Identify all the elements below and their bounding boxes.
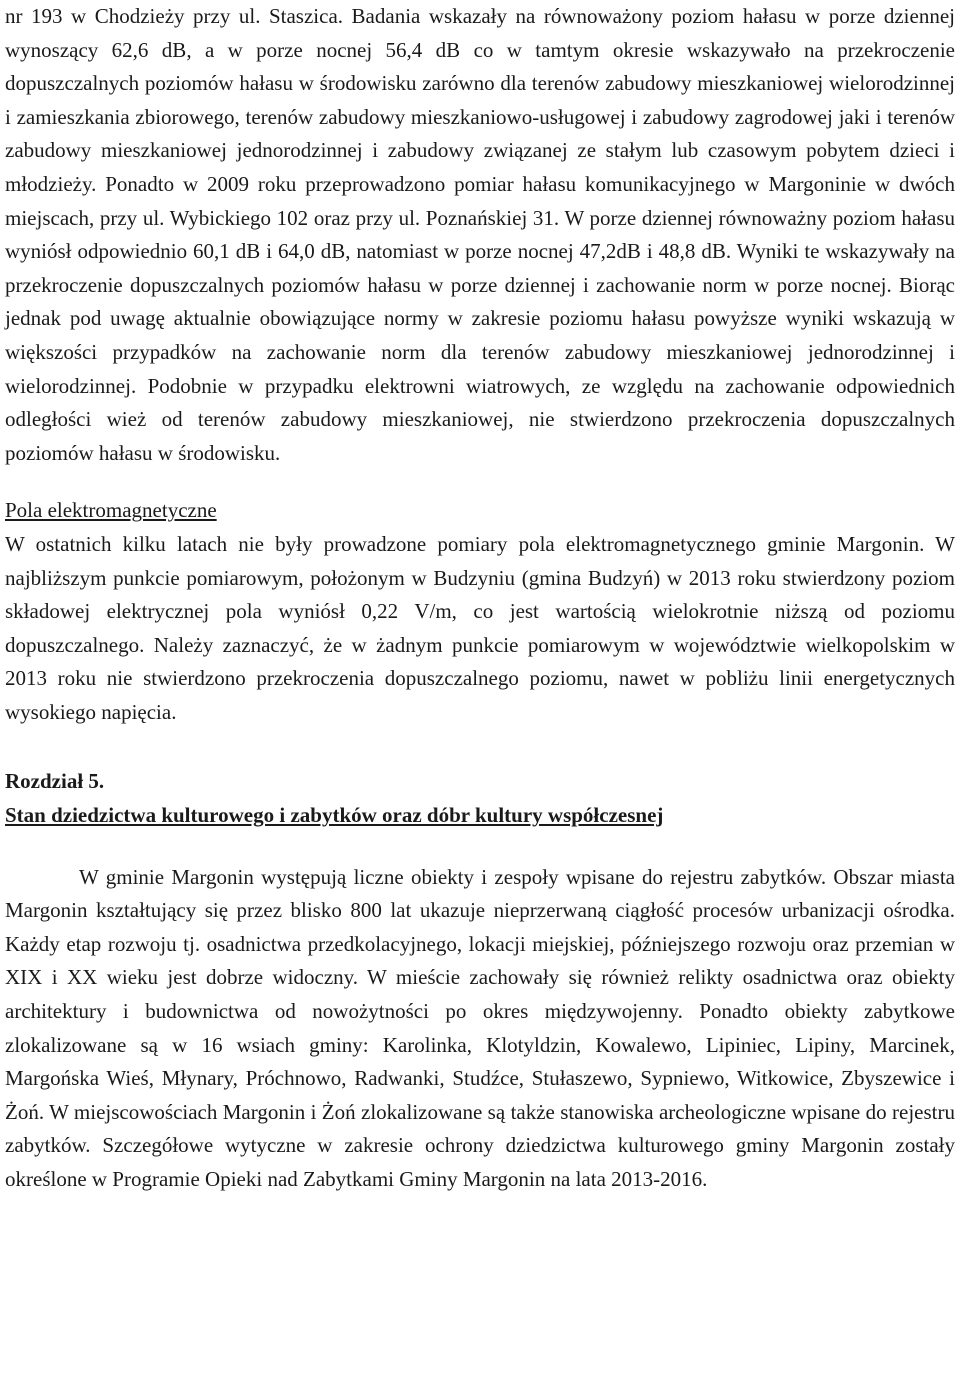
document-page <box>5 0 955 1197</box>
paragraph-electromagnetic-fields: W ostatnich kilku latach nie były prowadzone pomiary pola elektromagnetycznego gminie Margonin. W najbliższym punkcie pomiarowym, położonym w Budzyniu (gmina Budzyń) w 2013 roku stwierdzony poziom składowej elektrycznej pola wyniósł 0,22 V/m, co jest wartością wielokrotnie niższą od poziomu dopuszczalnego. Należy zaznaczyć, że w żadnym punkcie pomiarowym w województwie wielkopolskim w 2013 roku nie stwierdzono przekroczenia dopuszczalnego poziomu, nawet w pobliżu linii energetycznych wysokiego napięcia. <box>5 531 955 724</box>
spacer <box>5 470 955 494</box>
paragraph-noise: nr 193 w Chodzieży przy ul. Staszica. Badania wskazały na równoważony poziom hałasu w porze dziennej wynoszący 62,6 dB, a w porze nocnej 56,4 dB co w tamtym okresie wskazywało na przekroczenie dopuszczalnych poziomów hałasu w środowisku zarówno dla terenów zabudowy mieszkaniowej wielorodzinnej i zamieszkania zbiorowego, terenów zabudowy mieszkaniowo-usługowej i zabudowy zagrodowej jaki i terenów zabudowy mieszkaniowej jednorodzinnej i zabudowy związanej ze stałym lub czasowym pobytem dzieci i młodzieży. Ponadto w 2009 roku przeprowadzono pomiar hałasu komunikacyjnego w Margoninie w dwóch miejscach, przy ul. Wybickiego 102 oraz przy ul. Poznańskiej 31. W porze dziennej równoważny poziom hałasu wyniósł odpowiednio 60,1 dB i 64,0 dB, natomiast w porze nocnej 47,2dB i 48,8 dB. Wyniki te wskazywały na przekroczenie dopuszczalnych poziomów hałasu w porze dziennej i zachowanie norm w porze nocnej. Biorąc jednak pod uwagę aktualnie obowiązujące normy w zakresie poziomu hałasu powyższe wyniki wskazują w większości przypadków na zachowanie norm dla terenów zabudowy mieszkaniowej jednorodzinnej i wielorodzinnej. Podobnie w przypadku elektrowni wiatrowych, ze względu na zachowanie odpowiednich odległości wież od terenów zabudowy mieszkaniowej, nie stwierdzono przekroczenia dopuszczalnych poziomów hałasu w środowisku. <box>5 4 955 465</box>
chapter-title: Stan dziedzictwa kulturowego i zabytków oraz dóbr kultury współczesnej <box>5 803 664 828</box>
spacer <box>5 833 955 861</box>
chapter-number: Rozdział 5. <box>5 769 105 794</box>
spacer <box>5 729 955 765</box>
paragraph-cultural-heritage: W gminie Margonin występują liczne obiekty i zespoły wpisane do rejestru zabytków. Obszar miasta Margonin kształtujący się przez blisko 800 lat ukazuje nieprzerwaną ciągłość procesów urbanizacji ośrodka. Każdy etap rozwoju tj. osadnictwa przedkolacyjnego, lokacji miejskiej, późniejszego rozwoju oraz przemian w XIX i XX wieku jest dobrze widoczny. W mieście zachowały się również relikty osadnictwa oraz obiekty architektury i budownictwa od nowożytności po okres międzywojenny. Ponadto obiekty zabytkowe zlokalizowane są w 16 wsiach gminy: Karolinka, Klotyldzin, Kowalewo, Lipiniec, Lipiny, Marcinek, Margońska Wieś, Młynary, Próchnowo, Radwanki, Studźce, Stułaszewo, Sypniewo, Witkowice, Zbyszewice i Żoń. W miejscowościach Margonin i Żoń zlokalizowane są także stanowiska archeologiczne wpisane do rejestru zabytków. Szczegółowe wytyczne w zakresie ochrony dziedzictwa kulturowego gminy Margonin zostały określone w Programie Opieki nad Zabytkami Gminy Margonin na lata 2013-2016. <box>5 864 955 1191</box>
section-heading-electromagnetic-fields: Pola elektromagnetyczne <box>5 498 217 523</box>
